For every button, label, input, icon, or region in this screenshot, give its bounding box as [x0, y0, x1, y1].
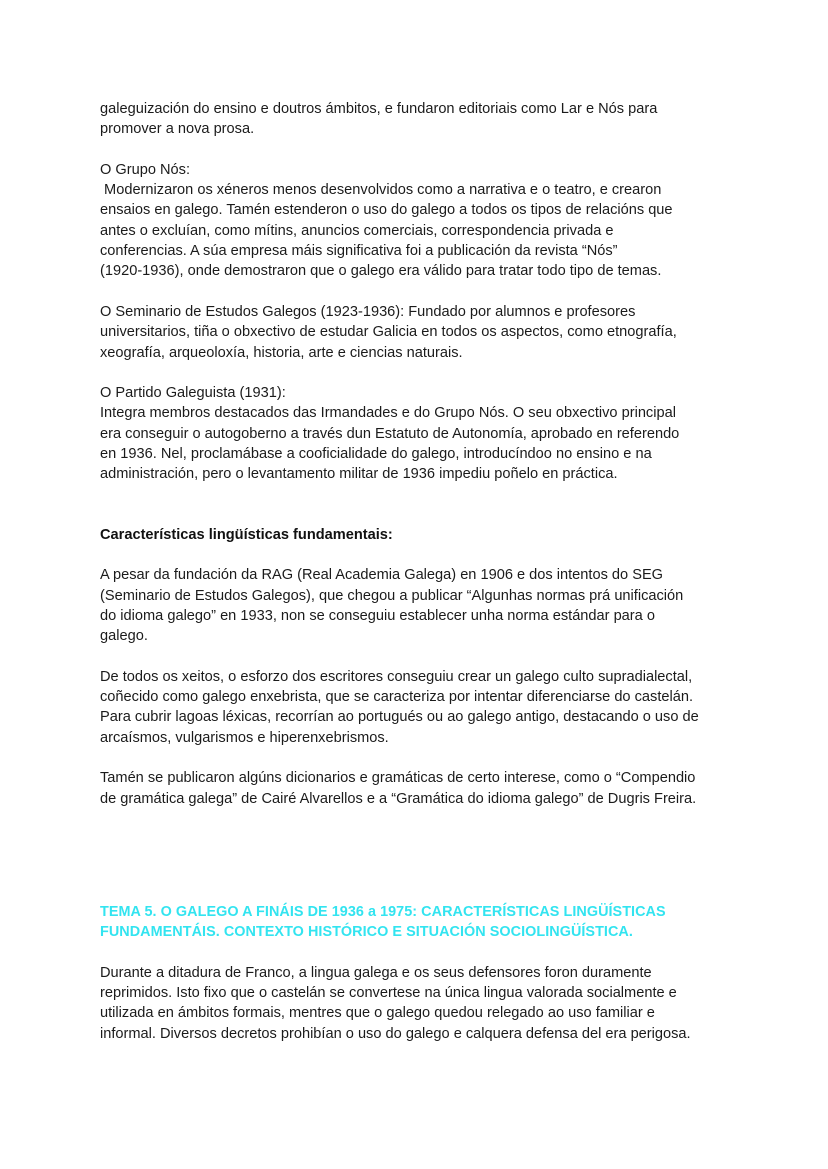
document-page [100, 99, 740, 1044]
text-line: A pesar da fundación da RAG (Real Academia Galega) en 1906 e dos intentos do SEG [100, 567, 664, 584]
caracteristicas-section [100, 525, 740, 809]
text-line: de gramática galega” de Cairé Alvarellos e a “Gramática do idioma galego” de Dugris Freira. [100, 790, 697, 807]
partido-section [100, 383, 740, 484]
topic-title: FUNDAMENTÁIS. CONTEXTO HISTÓRICO E SITUACIÓN SOCIOLINGÜÍSTICA. [100, 924, 633, 941]
tema5-section [100, 902, 740, 1044]
text-line: promover a nova prosa. [100, 121, 255, 138]
text-line: informal. Diversos decretos prohibían o uso do galego e calquera defensa del era perigosa. [100, 1025, 691, 1042]
text-line: xeografía, arqueoloxía, historia, arte e ciencias naturais. [100, 344, 463, 361]
text-line: O Seminario de Estudos Galegos (1923-1936): Fundado por alumnos e profesores [100, 303, 636, 320]
grupo-nos-section [100, 160, 740, 282]
text-line: Tamén se publicaron algúns dicionarios e gramáticas de certo interese, como o “Compendio [100, 770, 696, 787]
section-title: O Grupo Nós: [100, 161, 191, 178]
text-line: galego. [100, 628, 148, 645]
text-line: reprimidos. Isto fixo que o castelán se convertese na única lingua valorada socialmente e [100, 984, 677, 1001]
text-line: utilizada en ámbitos formais, mentres que o galego quedou relegado ao uso familiar e [100, 1005, 655, 1022]
text-line: administración, pero o levantamento militar de 1936 impediu poñelo en práctica. [100, 466, 618, 483]
paragraph [100, 768, 740, 809]
text-line: Integra membros destacados das Irmandades e do Grupo Nós. O seu obxectivo principal [100, 405, 676, 422]
text-line: en 1936. Nel, proclamábase a cooficialidade do galego, introducíndoo no ensino e na [100, 446, 652, 463]
section-heading: Características lingüísticas fundamentais: [100, 526, 393, 543]
section-title: O Partido Galeguista (1931): [100, 385, 286, 402]
text-line: coñecido como galego enxebrista, que se caracteriza por intentar diferenciarse do castelán. [100, 689, 694, 706]
paragraph [100, 565, 740, 646]
text-line: universitarios, tiña o obxectivo de estudar Galicia en todos os aspectos, como etnografía, [100, 324, 677, 341]
text-line: antes o excluían, como mítins, anuncios comerciais, correspondencia privada e [100, 222, 614, 239]
text-line: do idioma galego” en 1933, non se conseguiu establecer unha norma estándar para o [100, 607, 655, 624]
text-line: (Seminario de Estudos Galegos), que chegou a publicar “Algunhas normas prá unificación [100, 587, 684, 604]
seminario-section [100, 302, 740, 363]
text-line: De todos os xeitos, o esforzo dos escritores conseguiu crear un galego culto supradialectal, [100, 668, 693, 685]
text-line: (1920-1936), onde demostraron que o galego era válido para tratar todo tipo de temas. [100, 263, 662, 280]
paragraph [100, 667, 740, 748]
text-line: ensaios en galego. Tamén estenderon o uso do galego a todos os tipos de relacións que [100, 202, 673, 219]
text-line: Para cubrir lagoas léxicas, recorrían ao portugués ou ao galego antigo, destacando o uso de [100, 709, 699, 726]
topic-title: TEMA 5. O GALEGO A FINÁIS DE 1936 a 1975: CARACTERÍSTICAS LINGÜÍSTICAS [100, 903, 666, 920]
text-line: conferencias. A súa empresa máis significativa foi a publicación da revista “Nós” [100, 243, 618, 260]
text-line: Durante a ditadura de Franco, a lingua galega e os seus defensores foron duramente [100, 964, 652, 981]
text-line: galeguización do ensino e doutros ámbitos, e fundaron editoriais como Lar e Nós para [100, 101, 658, 117]
text-line: era conseguir o autogoberno a través dun Estatuto de Autonomía, aprobado en referendo [100, 425, 680, 442]
intro-paragraph [100, 99, 740, 140]
text-line: Modernizaron os xéneros menos desenvolvidos como a narrativa e o teatro, e crearon [100, 182, 662, 199]
text-line: arcaísmos, vulgarismos e hiperenxebrismos. [100, 729, 389, 746]
